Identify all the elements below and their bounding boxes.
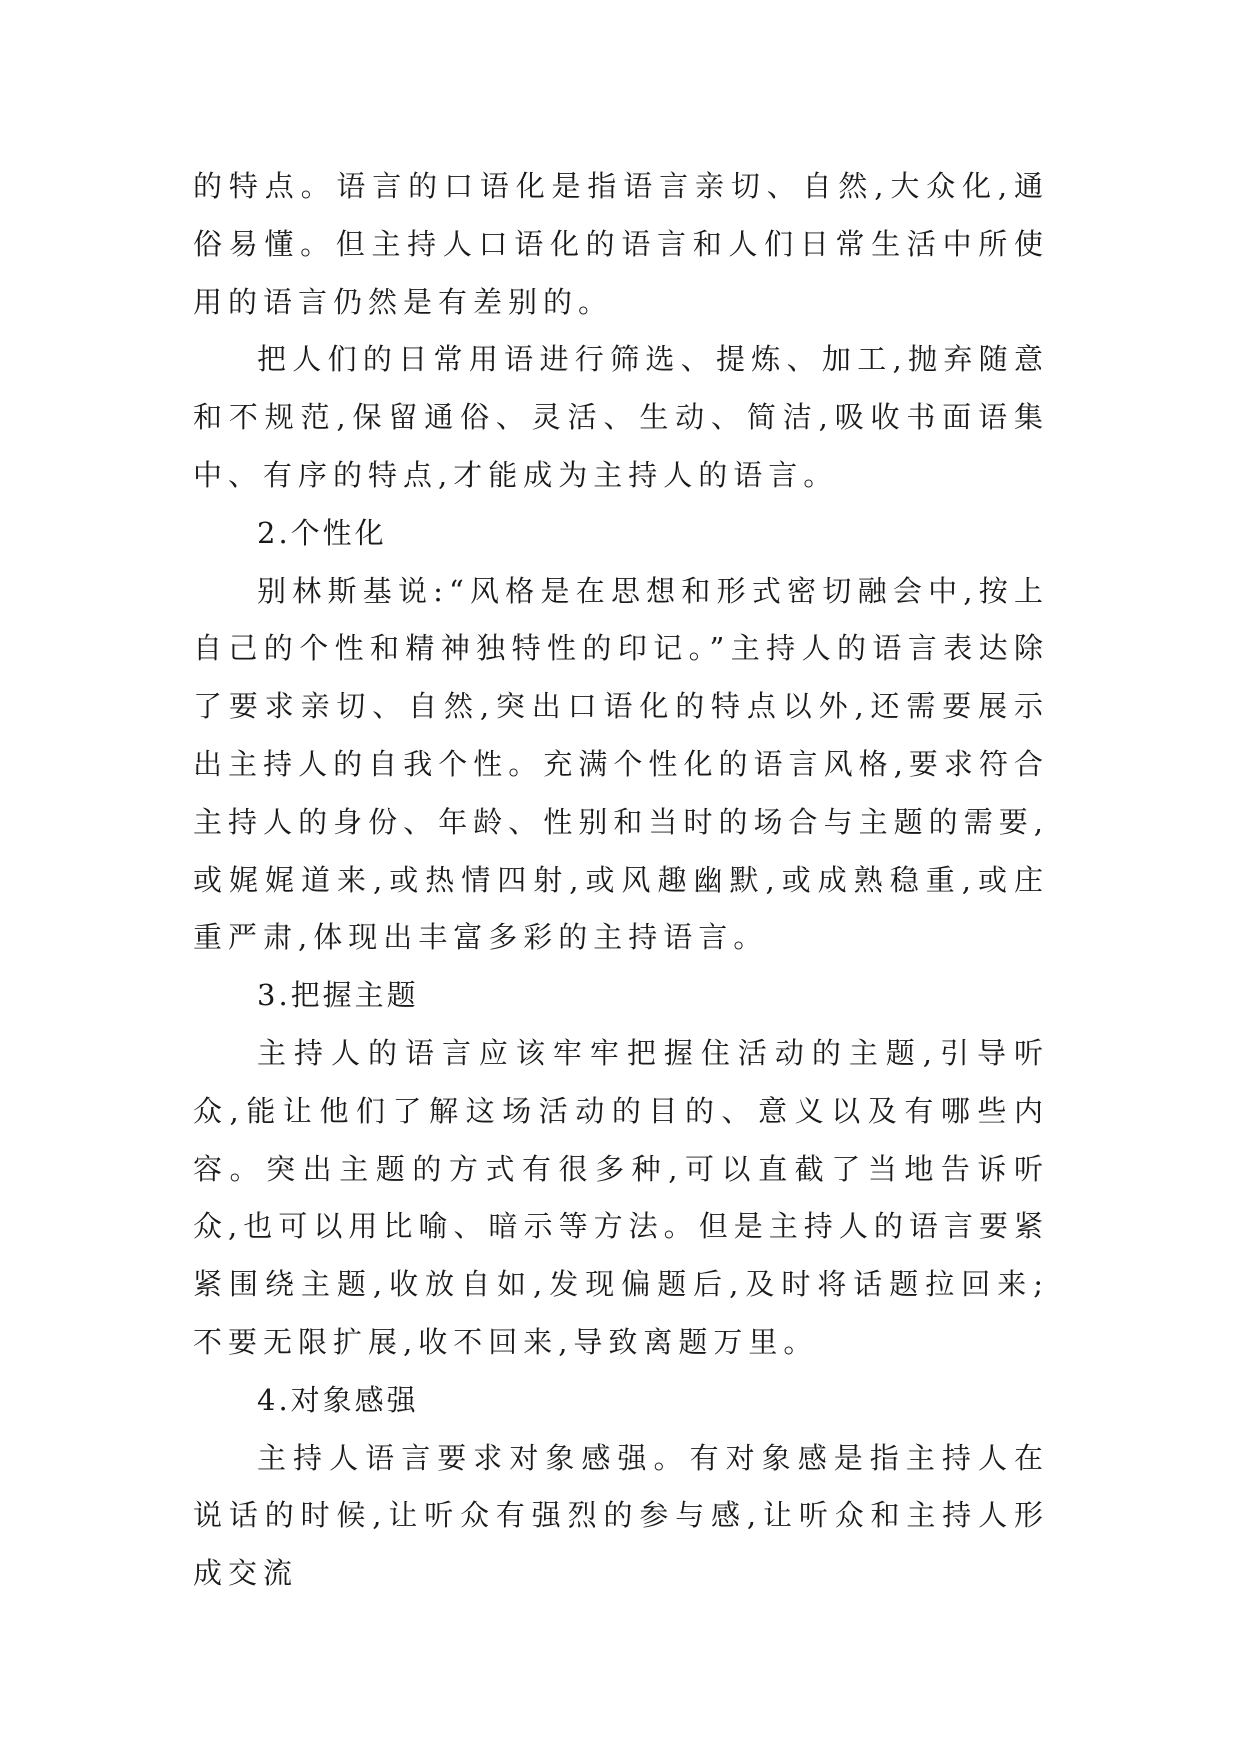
paragraph-continuation: 的特点。语言的口语化是指语言亲切、自然,大众化,通俗易懂。但主持人口语化的语言和人们日常生活中所使用的语言仍然是有差别的。	[193, 169, 1049, 319]
section-heading-personalization: 2.个性化	[257, 515, 387, 550]
paragraph: 把人们的日常用语进行筛选、提炼、加工,抛弃随意和不规范,保留通俗、灵活、生动、简洁,吸收书面语集中、有序的特点,才能成为主持人的语言。	[193, 342, 1049, 492]
paragraph: 主持人语言要求对象感强。有对象感是指主持人在说话的时候,让听众有强烈的参与感,让听众和主持人形成交流	[193, 1440, 1049, 1591]
section-heading-audience-awareness: 4.对象感强	[257, 1382, 419, 1417]
paragraph: 别林斯基说:“风格是在思想和形式密切融会中,按上自己的个性和精神独特性的印记。”主持人的语言表达除了要求亲切、自然,突出口语化的特点以外,还需要展示出主持人的自我个性。充满个性化的语言风格,要求符合主持人的身份、年龄、性别和当时的场合与主题的需要,或娓娓道来,或热情四射,或风趣幽默,或成熟稳重,或庄重严肃,体现出丰富多彩的主持语言。	[193, 573, 1049, 955]
document-body	[193, 158, 1049, 1603]
paragraph: 主持人的语言应该牢牢把握住活动的主题,引导听众,能让他们了解这场活动的目的、意义以及有哪些内容。突出主题的方式有很多种,可以直截了当地告诉听众,也可以用比喻、暗示等方法。但是主持人的语言要紧紧围绕主题,收放自如,发现偏题后,及时将话题拉回来;不要无限扩展,收不回来,导致离题万里。	[193, 1035, 1049, 1359]
section-heading-grasp-theme: 3.把握主题	[257, 978, 419, 1013]
